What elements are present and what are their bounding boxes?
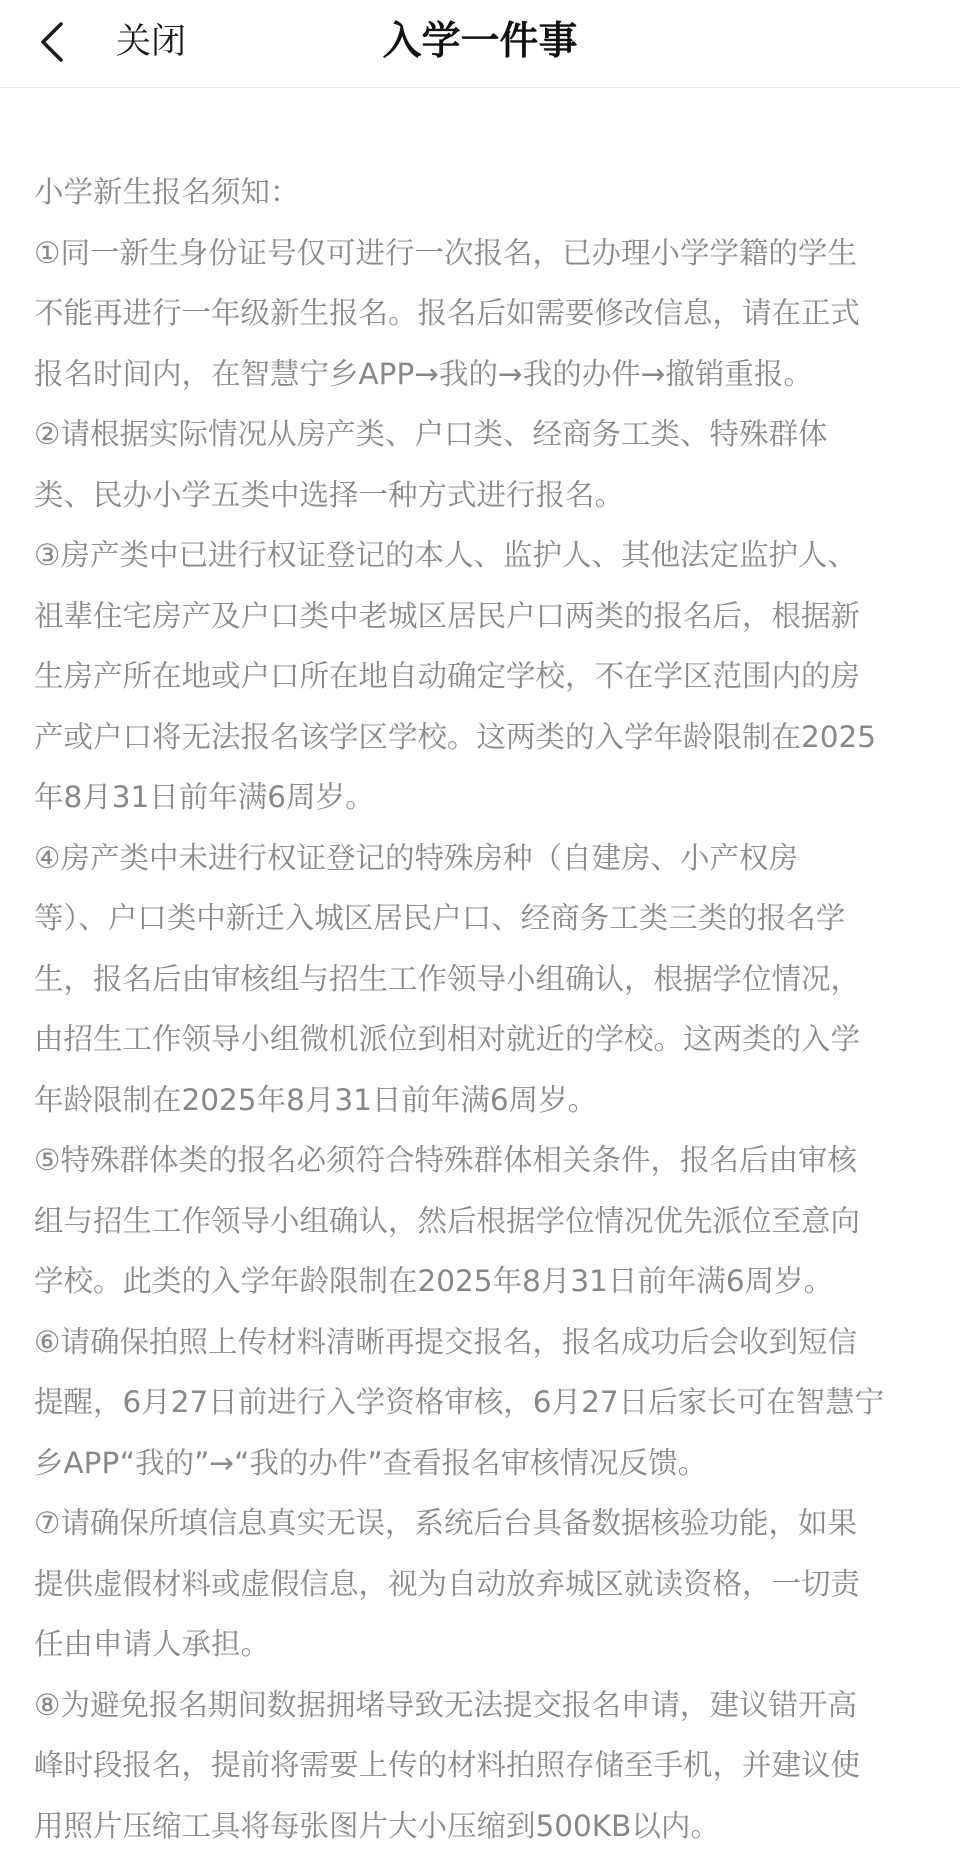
notice-line: ⑤特殊群体类的报名必须符合特殊群体相关条件，报名后由审核 (34, 1143, 857, 1177)
notice-line: 类、民办小学五类中选择一种方式进行报名。 (34, 477, 625, 512)
notice-line: 不能再进行一年级新生报名。报名后如需要修改信息，请在正式 (34, 296, 861, 330)
notice-line: ④房产类中未进行权证登记的特殊房种（自建房、小产权房 (34, 840, 798, 875)
notice-line: 生，报名后由审核组与招生工作领导小组确认，根据学位情况， (34, 961, 861, 996)
close-button[interactable]: 关闭 (116, 22, 187, 62)
notice-line: 乡APP“我的”→“我的办件”查看报名审核情况反馈。 (34, 1445, 708, 1480)
notice-heading: 小学新生报名须知： (34, 175, 300, 209)
chevron-left-icon (37, 20, 67, 64)
notice-line: ⑧为避免报名期间数据拥堵导致无法提交报名申请，建议错开高 (34, 1687, 857, 1722)
notice-line: 用照片压缩工具将每张图片大小压缩到500KB以内。 (34, 1808, 720, 1843)
notice-line: 提供虚假材料或虚假信息，视为自动放弃城区就读资格，一切责 (34, 1566, 861, 1601)
notice-line: 年8月31日前年满6周岁。 (34, 780, 375, 814)
navigation-bar (0, 0, 960, 88)
notice-line: ⑥请确保拍照上传材料清晰再提交报名，报名成功后会收到短信 (34, 1324, 857, 1359)
notice-line: 学校。此类的入学年龄限制在2025年8月31日前年满6周岁。 (34, 1264, 834, 1298)
notice-line: 年龄限制在2025年8月31日前年满6周岁。 (34, 1082, 598, 1117)
notice-line: ②请根据实际情况从房产类、户口类、经商务工类、特殊群体 (34, 417, 828, 451)
notice-line: 提醒，6月27日前进行入学资格审核，6月27日后家长可在智慧宁 (34, 1385, 885, 1419)
notice-line: 由招生工作领导小组微机派位到相对就近的学校。这两类的入学 (34, 1022, 861, 1056)
notice-line: 峰时段报名，提前将需要上传的材料拍照存储至手机，并建议使 (34, 1748, 861, 1782)
page-title: 入学一件事 (382, 19, 578, 64)
notice-line: 祖辈住宅房产及户口类中老城区居民户口两类的报名后，根据新 (34, 598, 861, 633)
notice-line: ⑦请确保所填信息真实无误，系统后台具备数据核验功能，如果 (34, 1506, 857, 1540)
notice-line: ①同一新生身份证号仅可进行一次报名，已办理小学学籍的学生 (34, 235, 857, 270)
back-button[interactable] (22, 10, 82, 74)
notice-line: 生房产所在地或户口所在地自动确定学校，不在学区范围内的房 (34, 659, 861, 693)
notice-line: ③房产类中已进行权证登记的本人、监护人、其他法定监护人、 (34, 538, 857, 572)
notice-line: 任由申请人承担。 (34, 1627, 271, 1661)
enrollment-notice (34, 162, 926, 1856)
notice-line: 产或户口将无法报名该学区学校。这两类的入学年龄限制在2025 (34, 719, 877, 754)
notice-line: 等）、户口类中新迁入城区居民户口、经商务工类三类的报名学 (34, 901, 846, 935)
notice-line: 报名时间内，在智慧宁乡APP→我的→我的办件→撤销重报。 (34, 356, 813, 391)
notice-line: 组与招生工作领导小组确认，然后根据学位情况优先派位至意向 (34, 1203, 861, 1238)
